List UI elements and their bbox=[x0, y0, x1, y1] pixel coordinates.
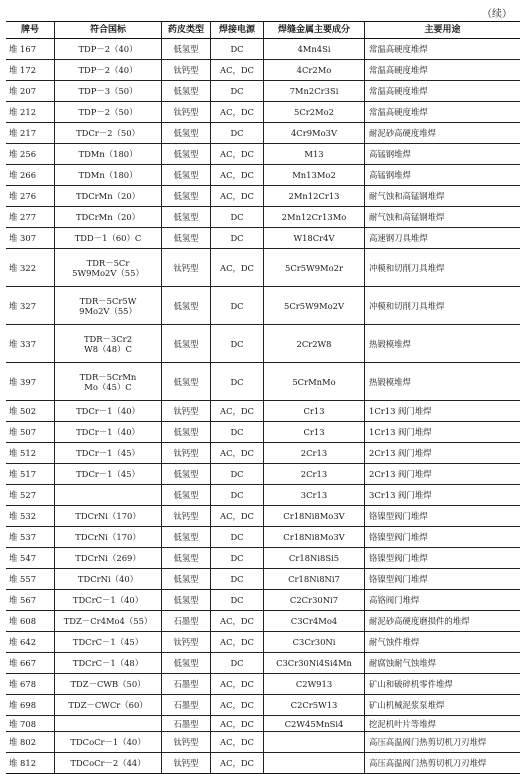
cell-standard: TDCr－1（40） bbox=[55, 401, 162, 422]
cell-grade: 堆 322 bbox=[6, 249, 55, 287]
cell-grade: 堆 557 bbox=[6, 569, 55, 590]
cell-grade: 堆 527 bbox=[6, 485, 55, 506]
cell-main-use: 1Cr13 阀门堆焊 bbox=[365, 422, 521, 443]
cell-weld-composition: Cr13 bbox=[264, 401, 365, 422]
cell-main-use: 高铬阀门堆焊 bbox=[365, 590, 521, 611]
cell-power-source: DC bbox=[211, 569, 264, 590]
cell-standard: TDCr－2（50） bbox=[55, 123, 162, 144]
cell-power-source: DC bbox=[211, 464, 264, 485]
cell-main-use: 高压高温阀门热剪切机刀刃堆焊 bbox=[365, 753, 521, 774]
table-row bbox=[6, 81, 520, 102]
cell-main-use: 铬镍型阀门堆焊 bbox=[365, 506, 521, 527]
table-row bbox=[6, 186, 520, 207]
cell-coating-type: 低氢型 bbox=[162, 527, 211, 548]
cell-grade: 堆 567 bbox=[6, 590, 55, 611]
cell-power-source: AC，DC bbox=[211, 60, 264, 81]
cell-coating-type: 钛钙型 bbox=[162, 401, 211, 422]
cell-weld-composition: 2Cr13 bbox=[264, 443, 365, 464]
cell-grade: 堆 512 bbox=[6, 443, 55, 464]
cell-power-source: AC，DC bbox=[211, 144, 264, 165]
table-row bbox=[6, 325, 520, 363]
cell-standard: TDCrMn（20） bbox=[55, 186, 162, 207]
cell-grade: 堆 397 bbox=[6, 363, 55, 401]
cell-power-source: DC bbox=[211, 81, 264, 102]
cell-main-use: 2Cr13 阀门堆焊 bbox=[365, 443, 521, 464]
cell-main-use: 冲模和切削刀具堆焊 bbox=[365, 287, 521, 325]
table-row bbox=[6, 632, 520, 653]
cell-power-source: DC bbox=[211, 548, 264, 569]
cell-coating-type: 钛钙型 bbox=[162, 443, 211, 464]
table-row bbox=[6, 695, 520, 716]
cell-coating-type: 低氢型 bbox=[162, 123, 211, 144]
cell-weld-composition bbox=[264, 753, 365, 774]
table-row bbox=[6, 401, 520, 422]
cell-coating-type: 钛钙型 bbox=[162, 102, 211, 123]
cell-weld-composition: Cr18Ni8Mo3V bbox=[264, 527, 365, 548]
cell-coating-type: 低氢型 bbox=[162, 186, 211, 207]
cell-standard: TDR－3Cr2 W8（48）C bbox=[55, 325, 162, 363]
cell-power-source: AC，DC bbox=[211, 186, 264, 207]
cell-grade: 堆 502 bbox=[6, 401, 55, 422]
cell-standard: TDCrNi（40） bbox=[55, 569, 162, 590]
cell-grade: 堆 327 bbox=[6, 287, 55, 325]
cell-coating-type: 石墨型 bbox=[162, 695, 211, 716]
cell-power-source: AC，DC bbox=[211, 102, 264, 123]
cell-main-use: 耐气蚀件堆焊 bbox=[365, 632, 521, 653]
cell-main-use: 冲模和切削刀具堆焊 bbox=[365, 249, 521, 287]
table-row bbox=[6, 674, 520, 695]
cell-main-use: 高锰钢堆焊 bbox=[365, 144, 521, 165]
cell-grade: 堆 667 bbox=[6, 653, 55, 674]
cell-coating-type: 钛钙型 bbox=[162, 506, 211, 527]
cell-weld-composition: 2Mn12Cr13Mo bbox=[264, 207, 365, 228]
cell-main-use: 2Cr13 阀门堆焊 bbox=[365, 464, 521, 485]
cell-main-use: 铬镍型阀门堆焊 bbox=[365, 527, 521, 548]
table-row bbox=[6, 443, 520, 464]
cell-power-source: DC bbox=[211, 527, 264, 548]
cell-power-source: AC，DC bbox=[211, 249, 264, 287]
cell-standard: TDR－5CrMn Mo（45）C bbox=[55, 363, 162, 401]
cell-grade: 堆 276 bbox=[6, 186, 55, 207]
cell-main-use: 挖泥机叶片等堆焊 bbox=[365, 716, 521, 732]
cell-weld-composition: 4Cr2Mo bbox=[264, 60, 365, 81]
cell-standard: TDCoCr－2（44） bbox=[55, 753, 162, 774]
cell-grade: 堆 812 bbox=[6, 753, 55, 774]
cell-standard: TDR－5Cr 5W9Mo2V（55） bbox=[55, 249, 162, 287]
cell-coating-type: 低氢型 bbox=[162, 287, 211, 325]
table-row bbox=[6, 60, 520, 81]
table-row bbox=[6, 249, 520, 287]
cell-grade: 堆 172 bbox=[6, 60, 55, 81]
cell-weld-composition: 5Cr5W9Mo2V bbox=[264, 287, 365, 325]
cell-standard: TDP－2（40） bbox=[55, 39, 162, 60]
cell-main-use: 热锻模堆焊 bbox=[365, 325, 521, 363]
header-standard: 符合国标 bbox=[55, 22, 162, 39]
table-row bbox=[6, 732, 520, 753]
table-header-row bbox=[6, 22, 520, 39]
table-row bbox=[6, 39, 520, 60]
table-row bbox=[6, 144, 520, 165]
cell-grade: 堆 167 bbox=[6, 39, 55, 60]
cell-standard: TDR－5Cr5W 9Mo2V（55） bbox=[55, 287, 162, 325]
cell-power-source: DC bbox=[211, 485, 264, 506]
cell-power-source: AC，DC bbox=[211, 165, 264, 186]
cell-weld-composition: C3Cr30Ni bbox=[264, 632, 365, 653]
table-row bbox=[6, 527, 520, 548]
cell-coating-type: 低氢型 bbox=[162, 485, 211, 506]
header-grade: 牌号 bbox=[6, 22, 55, 39]
cell-main-use: 常温高硬度堆焊 bbox=[365, 102, 521, 123]
cell-coating-type: 低氢型 bbox=[162, 39, 211, 60]
cell-standard: TDCrMn（20） bbox=[55, 207, 162, 228]
table-row bbox=[6, 102, 520, 123]
cell-grade: 堆 507 bbox=[6, 422, 55, 443]
cell-coating-type: 钛钙型 bbox=[162, 732, 211, 753]
cell-weld-composition: 5Cr2Mo2 bbox=[264, 102, 365, 123]
table-row bbox=[6, 753, 520, 774]
cell-coating-type: 石墨型 bbox=[162, 716, 211, 732]
cell-main-use: 矿山和破碎机零件堆焊 bbox=[365, 674, 521, 695]
cell-power-source: DC bbox=[211, 123, 264, 144]
cell-main-use: 1Cr13 阀门堆焊 bbox=[365, 401, 521, 422]
cell-power-source: DC bbox=[211, 363, 264, 401]
cell-coating-type: 低氢型 bbox=[162, 569, 211, 590]
cell-weld-composition: Mn13Mo2 bbox=[264, 165, 365, 186]
cell-power-source: DC bbox=[211, 590, 264, 611]
cell-grade: 堆 256 bbox=[6, 144, 55, 165]
cell-main-use: 矿山机械泥浆泵堆焊 bbox=[365, 695, 521, 716]
continued-label: （续） bbox=[482, 9, 512, 20]
cell-standard: TDZ－Cr4Mo4（55） bbox=[55, 611, 162, 632]
table-row bbox=[6, 228, 520, 249]
cell-main-use: 常温高硬度堆焊 bbox=[365, 60, 521, 81]
cell-standard: TDCr－1（45） bbox=[55, 464, 162, 485]
cell-power-source: AC，DC bbox=[211, 674, 264, 695]
table-row bbox=[6, 506, 520, 527]
header-coating-type: 药皮类型 bbox=[162, 22, 211, 39]
cell-power-source: AC，DC bbox=[211, 716, 264, 732]
cell-coating-type: 低氢型 bbox=[162, 144, 211, 165]
cell-grade: 堆 207 bbox=[6, 81, 55, 102]
table-row bbox=[6, 716, 520, 732]
cell-coating-type: 低氢型 bbox=[162, 422, 211, 443]
cell-grade: 堆 537 bbox=[6, 527, 55, 548]
cell-coating-type: 钛钙型 bbox=[162, 249, 211, 287]
cell-standard bbox=[55, 485, 162, 506]
cell-standard: TDCoCr－1（40） bbox=[55, 732, 162, 753]
table-row bbox=[6, 207, 520, 228]
cell-grade: 堆 678 bbox=[6, 674, 55, 695]
cell-coating-type: 低氢型 bbox=[162, 325, 211, 363]
cell-coating-type: 石墨型 bbox=[162, 611, 211, 632]
cell-standard: TDCrNi（170） bbox=[55, 527, 162, 548]
cell-coating-type: 低氢型 bbox=[162, 81, 211, 102]
cell-coating-type: 石墨型 bbox=[162, 674, 211, 695]
cell-coating-type: 低氢型 bbox=[162, 363, 211, 401]
cell-main-use: 热锻模堆焊 bbox=[365, 363, 521, 401]
cell-standard bbox=[55, 716, 162, 732]
cell-weld-composition: C3Cr4Mo4 bbox=[264, 611, 365, 632]
cell-grade: 堆 698 bbox=[6, 695, 55, 716]
cell-standard: TDP－2（50） bbox=[55, 102, 162, 123]
cell-standard: TDP－2（40） bbox=[55, 60, 162, 81]
cell-weld-composition bbox=[264, 732, 365, 753]
cell-grade: 堆 217 bbox=[6, 123, 55, 144]
table-row bbox=[6, 123, 520, 144]
cell-grade: 堆 517 bbox=[6, 464, 55, 485]
cell-standard: TDMn（180） bbox=[55, 144, 162, 165]
cell-power-source: DC bbox=[211, 39, 264, 60]
cell-power-source: AC，DC bbox=[211, 401, 264, 422]
electrode-table bbox=[6, 21, 520, 774]
cell-standard: TDCrNi（269） bbox=[55, 548, 162, 569]
cell-weld-composition: C3Cr30Ni4Si4Mn bbox=[264, 653, 365, 674]
cell-weld-composition: 4Cr9Mo3V bbox=[264, 123, 365, 144]
cell-weld-composition: C2W913 bbox=[264, 674, 365, 695]
table-row bbox=[6, 422, 520, 443]
cell-main-use: 铬镍型阀门堆焊 bbox=[365, 548, 521, 569]
header-weld-composition: 焊缝金属主要成分 bbox=[264, 22, 365, 39]
cell-standard: TDCrNi（170） bbox=[55, 506, 162, 527]
cell-grade: 堆 212 bbox=[6, 102, 55, 123]
table-row bbox=[6, 363, 520, 401]
cell-power-source: AC，DC bbox=[211, 443, 264, 464]
cell-coating-type: 低氢型 bbox=[162, 165, 211, 186]
cell-power-source: AC，DC bbox=[211, 732, 264, 753]
cell-weld-composition: 2Cr13 bbox=[264, 464, 365, 485]
cell-main-use: 高速钢刀具堆焊 bbox=[365, 228, 521, 249]
cell-main-use: 耐气蚀和高锰钢堆焊 bbox=[365, 207, 521, 228]
cell-grade: 堆 532 bbox=[6, 506, 55, 527]
cell-coating-type: 低氢型 bbox=[162, 590, 211, 611]
cell-coating-type: 低氢型 bbox=[162, 548, 211, 569]
cell-grade: 堆 802 bbox=[6, 732, 55, 753]
cell-weld-composition: 2Mn12Cr13 bbox=[264, 186, 365, 207]
table-row bbox=[6, 548, 520, 569]
cell-grade: 堆 608 bbox=[6, 611, 55, 632]
cell-weld-composition: W18Cr4V bbox=[264, 228, 365, 249]
cell-grade: 堆 266 bbox=[6, 165, 55, 186]
cell-coating-type: 钛钙型 bbox=[162, 60, 211, 81]
cell-coating-type: 低氢型 bbox=[162, 228, 211, 249]
cell-power-source: AC，DC bbox=[211, 753, 264, 774]
cell-weld-composition: Cr18Ni8Mo3V bbox=[264, 506, 365, 527]
cell-weld-composition: C2Cr5W13 bbox=[264, 695, 365, 716]
cell-grade: 堆 642 bbox=[6, 632, 55, 653]
cell-grade: 堆 547 bbox=[6, 548, 55, 569]
cell-weld-composition: M13 bbox=[264, 144, 365, 165]
cell-power-source: AC，DC bbox=[211, 632, 264, 653]
cell-main-use: 常温高硬度堆焊 bbox=[365, 81, 521, 102]
table-row bbox=[6, 485, 520, 506]
cell-grade: 堆 708 bbox=[6, 716, 55, 732]
cell-power-source: DC bbox=[211, 422, 264, 443]
cell-standard: TDD－1（60）C bbox=[55, 228, 162, 249]
cell-weld-composition: Cr18Ni8Ni7 bbox=[264, 569, 365, 590]
cell-standard: TDZ－CWCr（60） bbox=[55, 695, 162, 716]
table-row bbox=[6, 590, 520, 611]
cell-power-source: AC，DC bbox=[211, 611, 264, 632]
cell-main-use: 高压高温阀门热剪切机刀刃堆焊 bbox=[365, 732, 521, 753]
cell-main-use: 耐泥砂高硬度磨损件的堆焊 bbox=[365, 611, 521, 632]
cell-weld-composition: 2Cr2W8 bbox=[264, 325, 365, 363]
cell-main-use: 3Cr13 阀门堆焊 bbox=[365, 485, 521, 506]
cell-standard: TDZ－CWB（50） bbox=[55, 674, 162, 695]
table-row bbox=[6, 653, 520, 674]
cell-power-source: DC bbox=[211, 287, 264, 325]
cell-weld-composition: Cr18Ni8Si5 bbox=[264, 548, 365, 569]
cell-main-use: 耐泥砂高硬度堆焊 bbox=[365, 123, 521, 144]
cell-power-source: DC bbox=[211, 228, 264, 249]
cell-coating-type: 钛钙型 bbox=[162, 753, 211, 774]
cell-coating-type: 低氢型 bbox=[162, 464, 211, 485]
cell-weld-composition: Cr13 bbox=[264, 422, 365, 443]
cell-standard: TDCrC－1（40） bbox=[55, 590, 162, 611]
cell-standard: TDP－3（50） bbox=[55, 81, 162, 102]
cell-standard: TDCrC－1（48） bbox=[55, 653, 162, 674]
cell-power-source: DC bbox=[211, 325, 264, 363]
cell-coating-type: 低氢型 bbox=[162, 653, 211, 674]
cell-power-source: DC bbox=[211, 653, 264, 674]
cell-weld-composition: 5Cr5W9Mo2r bbox=[264, 249, 365, 287]
cell-main-use: 高锰钢堆焊 bbox=[365, 165, 521, 186]
table-row bbox=[6, 464, 520, 485]
cell-weld-composition: 5CrMnMo bbox=[264, 363, 365, 401]
table-row bbox=[6, 287, 520, 325]
header-power-source: 焊接电源 bbox=[211, 22, 264, 39]
cell-weld-composition: C2W45MnSi4 bbox=[264, 716, 365, 732]
cell-weld-composition: 7Mn2Cr3Si bbox=[264, 81, 365, 102]
cell-standard: TDMn（180） bbox=[55, 165, 162, 186]
cell-power-source: DC bbox=[211, 207, 264, 228]
cell-standard: TDCr－1（40） bbox=[55, 422, 162, 443]
cell-standard: TDCrC－1（45） bbox=[55, 632, 162, 653]
cell-power-source: AC，DC bbox=[211, 506, 264, 527]
cell-coating-type: 低氢型 bbox=[162, 207, 211, 228]
table-row bbox=[6, 611, 520, 632]
cell-weld-composition: 3Cr13 bbox=[264, 485, 365, 506]
header-main-use: 主要用途 bbox=[365, 22, 521, 39]
cell-main-use: 耐腐蚀耐气蚀堆焊 bbox=[365, 653, 521, 674]
table-row bbox=[6, 165, 520, 186]
cell-grade: 堆 277 bbox=[6, 207, 55, 228]
cell-main-use: 耐气蚀和高锰钢堆焊 bbox=[365, 186, 521, 207]
cell-power-source: AC，DC bbox=[211, 695, 264, 716]
cell-weld-composition: 4Mn4Si bbox=[264, 39, 365, 60]
cell-standard: TDCr－1（45） bbox=[55, 443, 162, 464]
cell-coating-type: 钛钙型 bbox=[162, 632, 211, 653]
table-row bbox=[6, 569, 520, 590]
cell-weld-composition: C2Cr30Ni7 bbox=[264, 590, 365, 611]
cell-grade: 堆 307 bbox=[6, 228, 55, 249]
cell-grade: 堆 337 bbox=[6, 325, 55, 363]
cell-main-use: 常温高硬度堆焊 bbox=[365, 39, 521, 60]
cell-main-use: 铬镍型阀门堆焊 bbox=[365, 569, 521, 590]
